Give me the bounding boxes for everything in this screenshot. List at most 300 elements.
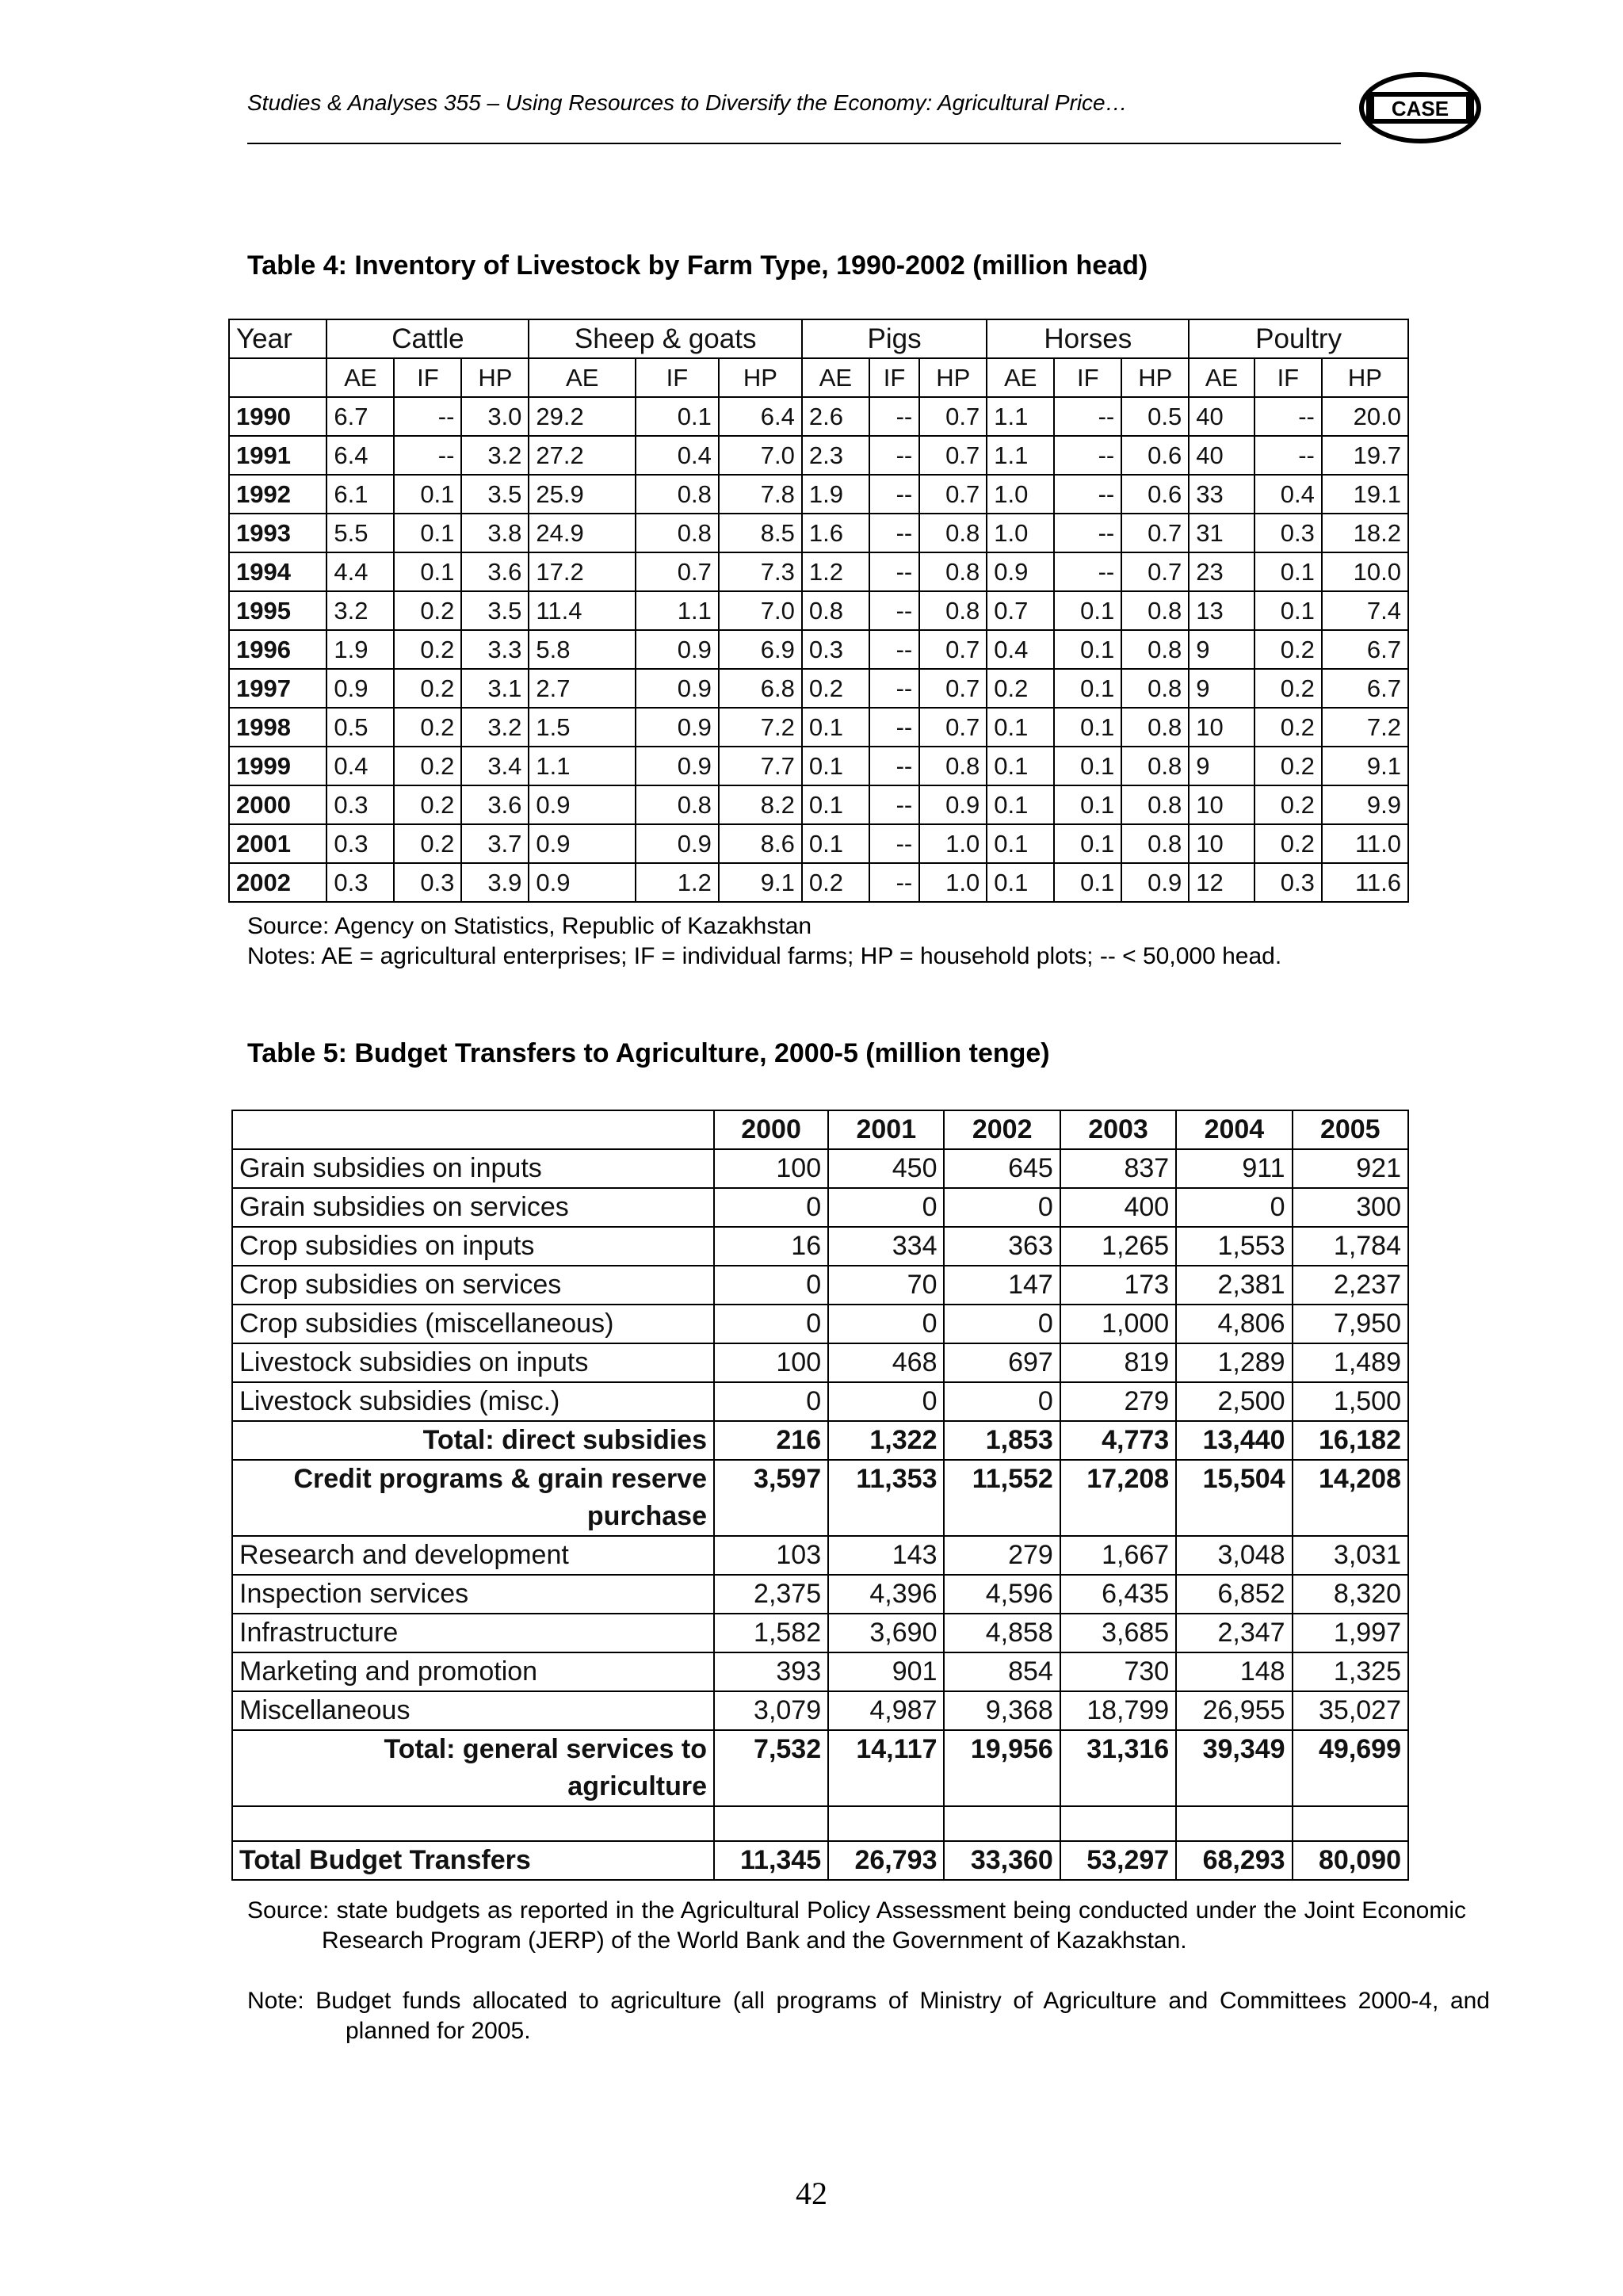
group-header-poultry: Poultry <box>1189 319 1408 358</box>
table-cell: 0.1 <box>1054 747 1121 785</box>
table-cell: -- <box>869 514 919 552</box>
subheader-cell: IF <box>1254 358 1322 397</box>
row-label: Total: general services to agriculture <box>232 1730 714 1806</box>
table-cell: 6.9 <box>719 630 802 669</box>
table-cell: 1.6 <box>802 514 869 552</box>
table-cell: 7.4 <box>1322 591 1408 630</box>
row-label: Crop subsidies on services <box>232 1266 714 1305</box>
page-number: 42 <box>796 2176 827 2211</box>
table-cell: 100 <box>714 1149 828 1188</box>
table-cell: 4,396 <box>828 1575 944 1614</box>
group-header-pigs: Pigs <box>802 319 987 358</box>
table-cell: -- <box>869 824 919 863</box>
table-cell: 0.3 <box>802 630 869 669</box>
table-row <box>232 1149 1408 1188</box>
table-cell: 24.9 <box>529 514 636 552</box>
table-cell: 1,553 <box>1176 1227 1292 1266</box>
table-cell: 0.2 <box>1254 824 1322 863</box>
table-cell: 1.2 <box>802 552 869 591</box>
table-cell: 14,117 <box>828 1730 944 1806</box>
row-label: Crop subsidies (miscellaneous) <box>232 1305 714 1343</box>
table-cell: 1,265 <box>1060 1227 1176 1266</box>
year-cell: 1997 <box>229 669 327 708</box>
table-cell: 0.1 <box>394 514 461 552</box>
table-cell: 49,699 <box>1293 1730 1408 1806</box>
year-cell: 2000 <box>229 785 327 824</box>
table-cell: 0.7 <box>919 397 987 436</box>
table-cell: 3.6 <box>461 785 529 824</box>
table-cell: 33,360 <box>944 1841 1060 1880</box>
row-label: Total Budget Transfers <box>232 1841 714 1880</box>
table-cell: 173 <box>1060 1266 1176 1305</box>
table-cell: 6.7 <box>327 397 394 436</box>
table-cell: 33 <box>1189 475 1254 514</box>
table-cell: 39,349 <box>1176 1730 1292 1806</box>
table-cell: 0.9 <box>636 708 719 747</box>
row-label: Total: direct subsidies <box>232 1421 714 1460</box>
blank-cell <box>828 1806 944 1841</box>
table-cell: 0.6 <box>1121 436 1189 475</box>
table-cell: 3.9 <box>461 863 529 902</box>
table-cell: 100 <box>714 1343 828 1382</box>
table-cell: 0.8 <box>1121 669 1189 708</box>
table-cell: -- <box>869 708 919 747</box>
table-cell: 363 <box>944 1227 1060 1266</box>
table-cell: 9,368 <box>944 1691 1060 1730</box>
table-row <box>229 747 1408 785</box>
table-cell: 0.1 <box>1254 552 1322 591</box>
table-cell: 0.4 <box>636 436 719 475</box>
table-cell: 0.8 <box>919 591 987 630</box>
table-cell: 730 <box>1060 1652 1176 1691</box>
year-cell: 1996 <box>229 630 327 669</box>
row-label: Grain subsidies on services <box>232 1188 714 1227</box>
table-cell: 0 <box>714 1266 828 1305</box>
table-cell: -- <box>869 747 919 785</box>
table-cell: 0.7 <box>919 436 987 475</box>
table-cell: -- <box>1254 397 1322 436</box>
table-cell: 0.2 <box>394 630 461 669</box>
table-cell: 19.7 <box>1322 436 1408 475</box>
year-header: 2000 <box>714 1110 828 1149</box>
table-row <box>232 1841 1408 1880</box>
table-cell: 3,690 <box>828 1614 944 1652</box>
table-cell: 3.6 <box>461 552 529 591</box>
table-cell: 3.4 <box>461 747 529 785</box>
table-cell: 1.1 <box>987 436 1054 475</box>
table4-subheader-row <box>229 358 1408 397</box>
table-cell: 7.7 <box>719 747 802 785</box>
table-cell: 1,582 <box>714 1614 828 1652</box>
table-cell: 0.3 <box>327 824 394 863</box>
table-cell: 697 <box>944 1343 1060 1382</box>
table-cell: 40 <box>1189 397 1254 436</box>
table-cell: 0.1 <box>987 863 1054 902</box>
table-cell: 9.9 <box>1322 785 1408 824</box>
table-cell: 0.7 <box>987 591 1054 630</box>
table-cell: 3,031 <box>1293 1536 1408 1575</box>
table-cell: 819 <box>1060 1343 1176 1382</box>
table-cell: 0.1 <box>1054 708 1121 747</box>
table-cell: 9 <box>1189 747 1254 785</box>
table-cell: 7.0 <box>719 591 802 630</box>
table-cell: 450 <box>828 1149 944 1188</box>
table-cell: 0.1 <box>987 824 1054 863</box>
table-cell: 2.3 <box>802 436 869 475</box>
table-cell: 15,504 <box>1176 1460 1292 1536</box>
table-cell: 2,347 <box>1176 1614 1292 1652</box>
table-cell: 3.2 <box>461 708 529 747</box>
table-row <box>229 591 1408 630</box>
table-cell: 148 <box>1176 1652 1292 1691</box>
table-cell: -- <box>869 630 919 669</box>
table-cell: 4,858 <box>944 1614 1060 1652</box>
row-label: Grain subsidies on inputs <box>232 1149 714 1188</box>
table-cell: 7,532 <box>714 1730 828 1806</box>
table-cell: 0.9 <box>529 863 636 902</box>
table-cell: 9 <box>1189 630 1254 669</box>
table-cell: 3.8 <box>461 514 529 552</box>
row-label: Credit programs & grain reserve purchase <box>232 1460 714 1536</box>
table-cell: 0 <box>944 1188 1060 1227</box>
row-label: Inspection services <box>232 1575 714 1614</box>
table-cell: 18,799 <box>1060 1691 1176 1730</box>
table-cell: 4.4 <box>327 552 394 591</box>
table-cell: 0.2 <box>394 708 461 747</box>
blank-cell <box>944 1806 1060 1841</box>
table-cell: 0.2 <box>394 669 461 708</box>
table-cell: 393 <box>714 1652 828 1691</box>
year-cell: 1995 <box>229 591 327 630</box>
table-cell: 1,853 <box>944 1421 1060 1460</box>
table-row <box>229 708 1408 747</box>
table-cell: 0.8 <box>802 591 869 630</box>
table5-title: Table 5: Budget Transfers to Agriculture, 2000-5 (million tenge) <box>247 1038 1050 1068</box>
table-cell: 1.9 <box>327 630 394 669</box>
table-cell: 19,956 <box>944 1730 1060 1806</box>
table-cell: 5.8 <box>529 630 636 669</box>
year-header: 2003 <box>1060 1110 1176 1149</box>
table-cell: 0.9 <box>529 824 636 863</box>
table-cell: 29.2 <box>529 397 636 436</box>
table-cell: 0.7 <box>1121 514 1189 552</box>
table-cell: 17.2 <box>529 552 636 591</box>
row-label: Infrastructure <box>232 1614 714 1652</box>
table-cell: 8.5 <box>719 514 802 552</box>
table-cell: 7.8 <box>719 475 802 514</box>
table-cell: 5.5 <box>327 514 394 552</box>
table-cell: 143 <box>828 1536 944 1575</box>
running-header: Studies & Analyses 355 – Using Resources to Diversify the Economy: Agricultural Price… <box>247 90 1128 115</box>
table-cell: 3.1 <box>461 669 529 708</box>
table-cell: 6.4 <box>327 436 394 475</box>
table-cell: 31 <box>1189 514 1254 552</box>
table-cell: 0.4 <box>1254 475 1322 514</box>
table-cell: 0.6 <box>1121 475 1189 514</box>
table-row <box>232 1343 1408 1382</box>
year-header: Year <box>229 319 327 358</box>
case-logo <box>1357 68 1484 147</box>
table-cell: -- <box>869 591 919 630</box>
table-cell: 16 <box>714 1227 828 1266</box>
table-cell: -- <box>869 863 919 902</box>
table4-title: Table 4: Inventory of Livestock by Farm Type, 1990-2002 (million head) <box>247 250 1148 281</box>
table-cell: 216 <box>714 1421 828 1460</box>
row-label: Miscellaneous <box>232 1691 714 1730</box>
table-cell: 1,000 <box>1060 1305 1176 1343</box>
row-label: Marketing and promotion <box>232 1652 714 1691</box>
table-cell: 2,500 <box>1176 1382 1292 1421</box>
table-cell: 468 <box>828 1343 944 1382</box>
table-cell: 1.5 <box>529 708 636 747</box>
table-cell: 10 <box>1189 785 1254 824</box>
table-cell: 0.2 <box>802 863 869 902</box>
table-cell: 0.2 <box>1254 747 1322 785</box>
table-cell: 1.2 <box>636 863 719 902</box>
table-cell: 0 <box>828 1305 944 1343</box>
table-cell: 11,552 <box>944 1460 1060 1536</box>
table-cell: -- <box>1254 436 1322 475</box>
table-cell: 11.0 <box>1322 824 1408 863</box>
subheader-cell: IF <box>636 358 719 397</box>
year-header: 2004 <box>1176 1110 1292 1149</box>
table-cell: 1.0 <box>987 514 1054 552</box>
table-cell: 0.1 <box>1054 591 1121 630</box>
table-cell: -- <box>1054 514 1121 552</box>
table-cell: 0.9 <box>919 785 987 824</box>
table-cell: 279 <box>944 1536 1060 1575</box>
table-row <box>232 1614 1408 1652</box>
table-cell: 901 <box>828 1652 944 1691</box>
table-cell: 0.1 <box>1054 863 1121 902</box>
year-cell: 1993 <box>229 514 327 552</box>
table-row <box>232 1460 1408 1536</box>
table-cell: 10.0 <box>1322 552 1408 591</box>
table-cell: 2,375 <box>714 1575 828 1614</box>
table-cell: 10 <box>1189 824 1254 863</box>
table-cell: 0.1 <box>1254 591 1322 630</box>
table-cell: 11,345 <box>714 1841 828 1880</box>
table-row <box>232 1188 1408 1227</box>
table-row <box>232 1305 1408 1343</box>
table5-body <box>232 1149 1408 1880</box>
year-cell: 1999 <box>229 747 327 785</box>
subheader-cell: IF <box>1054 358 1121 397</box>
group-header-cattle: Cattle <box>327 319 529 358</box>
table-cell: 0.9 <box>327 669 394 708</box>
table-cell: 0.8 <box>919 747 987 785</box>
table-cell: 1,325 <box>1293 1652 1408 1691</box>
table-cell: 3.3 <box>461 630 529 669</box>
table-row <box>232 1536 1408 1575</box>
table-cell: 1,997 <box>1293 1614 1408 1652</box>
table-cell: 1.1 <box>987 397 1054 436</box>
table-cell: 0.2 <box>1254 708 1322 747</box>
table-cell: 0.5 <box>327 708 394 747</box>
table-cell: 19.1 <box>1322 475 1408 514</box>
table-cell: -- <box>869 475 919 514</box>
table-cell: 0.9 <box>1121 863 1189 902</box>
table-cell: 20.0 <box>1322 397 1408 436</box>
table-row <box>229 514 1408 552</box>
table-cell: 1.1 <box>636 591 719 630</box>
row-label: Livestock subsidies (misc.) <box>232 1382 714 1421</box>
table-cell: -- <box>869 397 919 436</box>
table-cell: 0.1 <box>802 824 869 863</box>
year-cell: 1994 <box>229 552 327 591</box>
blank-row <box>232 1806 1408 1841</box>
subheader-blank <box>229 358 327 397</box>
table-cell: 26,793 <box>828 1841 944 1880</box>
blank-cell <box>714 1806 828 1841</box>
table-row <box>229 552 1408 591</box>
table-cell: 0 <box>828 1188 944 1227</box>
table-cell: 3.5 <box>461 475 529 514</box>
table-row <box>232 1266 1408 1305</box>
table-cell: 1,784 <box>1293 1227 1408 1266</box>
table-cell: 2.6 <box>802 397 869 436</box>
table-cell: 0.4 <box>327 747 394 785</box>
table-cell: 0.1 <box>636 397 719 436</box>
table-cell: 300 <box>1293 1188 1408 1227</box>
table-cell: 13 <box>1189 591 1254 630</box>
row-label: Livestock subsidies on inputs <box>232 1343 714 1382</box>
table-cell: 0 <box>714 1382 828 1421</box>
table-cell: 911 <box>1176 1149 1292 1188</box>
table-cell: 0.3 <box>1254 514 1322 552</box>
table-row <box>229 669 1408 708</box>
table-row <box>232 1382 1408 1421</box>
table-cell: 3,685 <box>1060 1614 1176 1652</box>
table-cell: 0.3 <box>327 863 394 902</box>
table-cell: 11.4 <box>529 591 636 630</box>
table-cell: 0.7 <box>919 475 987 514</box>
table-cell: 7.2 <box>1322 708 1408 747</box>
table-cell: 1,500 <box>1293 1382 1408 1421</box>
table-cell: 3.7 <box>461 824 529 863</box>
table-cell: 1.1 <box>529 747 636 785</box>
table5-header-row <box>232 1110 1408 1149</box>
table-cell: 0.9 <box>636 824 719 863</box>
table-cell: -- <box>394 436 461 475</box>
subheader-cell: HP <box>1121 358 1189 397</box>
table-cell: 334 <box>828 1227 944 1266</box>
logo-text: CASE <box>1391 97 1449 120</box>
table-cell: 7.2 <box>719 708 802 747</box>
table-cell: 921 <box>1293 1149 1408 1188</box>
table-cell: 0.8 <box>1121 708 1189 747</box>
table-cell: 23 <box>1189 552 1254 591</box>
table-cell: 1,289 <box>1176 1343 1292 1382</box>
table-cell: 8.6 <box>719 824 802 863</box>
table-cell: 0.7 <box>636 552 719 591</box>
year-cell: 1992 <box>229 475 327 514</box>
table-cell: 3.2 <box>461 436 529 475</box>
row-label: Research and development <box>232 1536 714 1575</box>
table-row <box>229 630 1408 669</box>
table-cell: 3.5 <box>461 591 529 630</box>
table-cell: 0.1 <box>1054 630 1121 669</box>
table-cell: 3,597 <box>714 1460 828 1536</box>
subheader-cell: HP <box>919 358 987 397</box>
table-row <box>232 1652 1408 1691</box>
table-cell: -- <box>869 785 919 824</box>
table-cell: 2,237 <box>1293 1266 1408 1305</box>
table-cell: -- <box>394 397 461 436</box>
table-cell: 0.2 <box>1254 785 1322 824</box>
year-cell: 1990 <box>229 397 327 436</box>
table-cell: -- <box>1054 552 1121 591</box>
table4-source: Source: Agency on Statistics, Republic of Kazakhstan <box>247 913 812 939</box>
table-cell: 6.4 <box>719 397 802 436</box>
table-cell: 40 <box>1189 436 1254 475</box>
table-cell: 31,316 <box>1060 1730 1176 1806</box>
subheader-cell: AE <box>1189 358 1254 397</box>
table-cell: 11,353 <box>828 1460 944 1536</box>
table-cell: 0.9 <box>987 552 1054 591</box>
table-row <box>232 1421 1408 1460</box>
table-cell: 6.8 <box>719 669 802 708</box>
table-cell: 1.0 <box>987 475 1054 514</box>
subheader-cell: AE <box>529 358 636 397</box>
table-cell: 0.4 <box>987 630 1054 669</box>
table-cell: 2.7 <box>529 669 636 708</box>
table-cell: 17,208 <box>1060 1460 1176 1536</box>
table-cell: 9 <box>1189 669 1254 708</box>
table-cell: -- <box>1054 397 1121 436</box>
table-cell: 0 <box>944 1382 1060 1421</box>
table-cell: 25.9 <box>529 475 636 514</box>
table-cell: 0.2 <box>394 591 461 630</box>
table-cell: 0.8 <box>919 514 987 552</box>
table-cell: 3,079 <box>714 1691 828 1730</box>
table-cell: 0.8 <box>1121 630 1189 669</box>
year-cell: 1998 <box>229 708 327 747</box>
table-cell: 16,182 <box>1293 1421 1408 1460</box>
blank-cell <box>1060 1806 1176 1841</box>
table-cell: 4,773 <box>1060 1421 1176 1460</box>
table-cell: 4,806 <box>1176 1305 1292 1343</box>
table-cell: 0.3 <box>1254 863 1322 902</box>
table-cell: 80,090 <box>1293 1841 1408 1880</box>
table-cell: 8.2 <box>719 785 802 824</box>
year-cell: 1991 <box>229 436 327 475</box>
table-cell: 3,048 <box>1176 1536 1292 1575</box>
subheader-cell: IF <box>869 358 919 397</box>
table-cell: 0.9 <box>529 785 636 824</box>
subheader-cell: HP <box>719 358 802 397</box>
table-cell: 6.1 <box>327 475 394 514</box>
table-cell: 1,489 <box>1293 1343 1408 1382</box>
table-cell: -- <box>1054 436 1121 475</box>
table-cell: 4,987 <box>828 1691 944 1730</box>
table4-notes: Notes: AE = agricultural enterprises; IF = individual farms; HP = household plots; -- < 50,000 head. <box>247 943 1282 969</box>
table-cell: -- <box>1054 475 1121 514</box>
table-row <box>232 1691 1408 1730</box>
table-row <box>229 397 1408 436</box>
table-cell: 26,955 <box>1176 1691 1292 1730</box>
table-cell: 279 <box>1060 1382 1176 1421</box>
table-cell: 0.8 <box>1121 747 1189 785</box>
table-cell: 0 <box>714 1188 828 1227</box>
subheader-cell: AE <box>327 358 394 397</box>
table-cell: 1,322 <box>828 1421 944 1460</box>
table-cell: 0 <box>1176 1188 1292 1227</box>
table-cell: 0.8 <box>919 552 987 591</box>
table-cell: 7.0 <box>719 436 802 475</box>
table-cell: 0.8 <box>1121 824 1189 863</box>
blank-cell <box>232 1806 714 1841</box>
